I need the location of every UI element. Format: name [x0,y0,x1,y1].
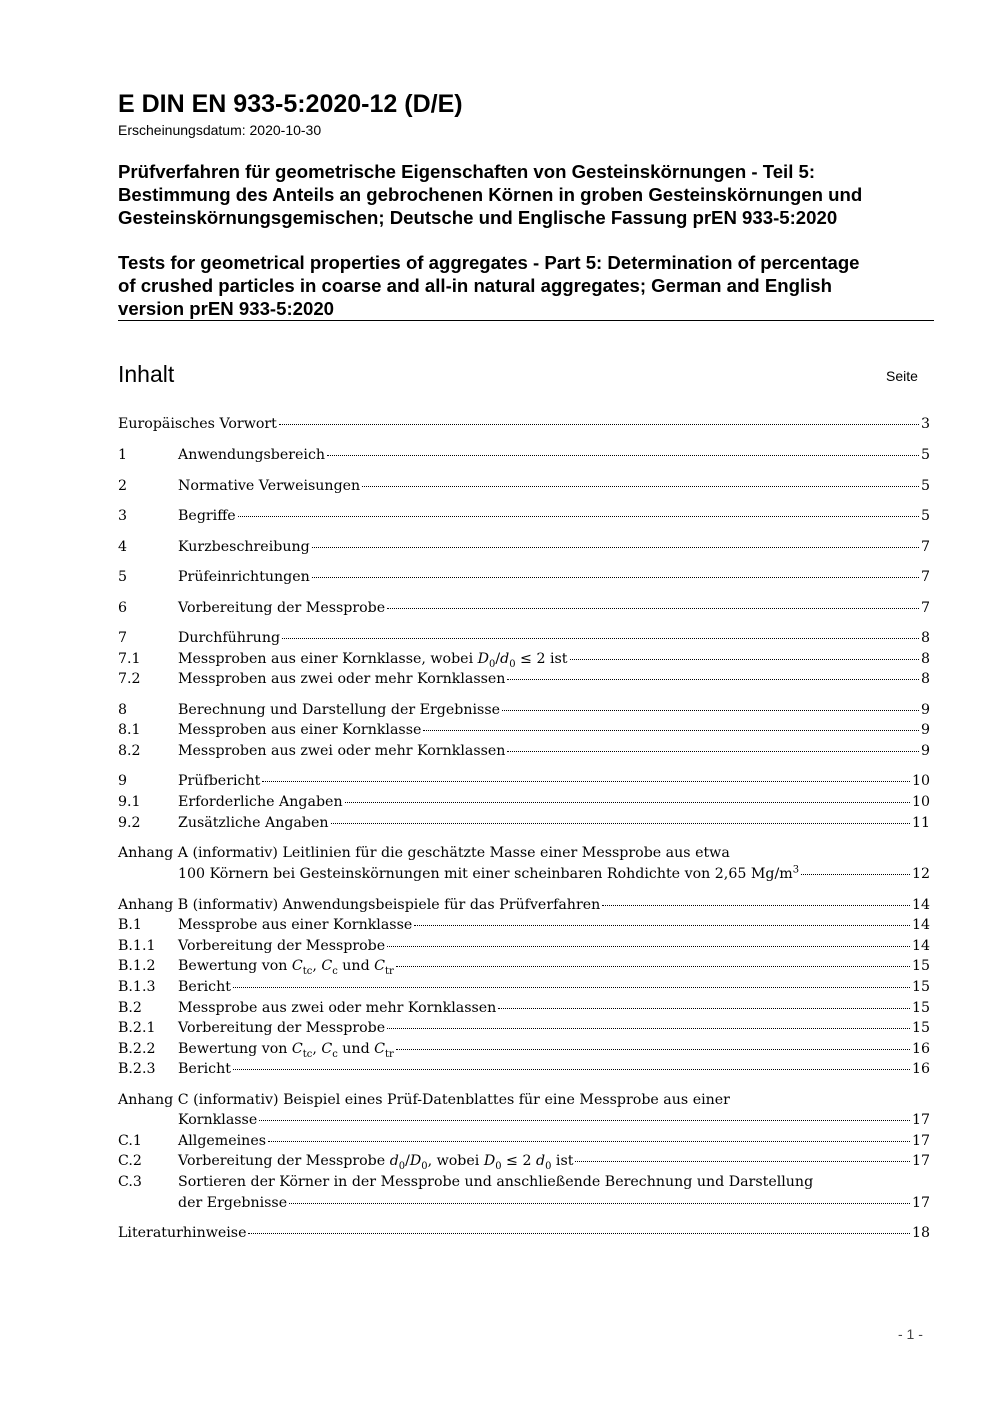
toc-page-number: 9 [920,722,930,738]
toc-entry-number: 7.2 [118,671,141,687]
document-id: E DIN EN 933-5:2020-12 (D/E) [118,90,463,118]
math-symbol: C [291,958,303,974]
toc-entry-b-1-3[interactable] [118,979,930,999]
toc-leader-dots [312,547,919,548]
toc-page-number: 15 [911,958,930,974]
toc-entry-number: B.1 [118,917,142,933]
toc-entry-b-1-2[interactable] [118,958,930,978]
toc-entry-text: Messprobe aus einer Kornklasse [178,917,413,933]
math-subscript: tr [385,965,394,977]
toc-entry-number: 2 [118,478,128,494]
toc-entry-number: C.2 [118,1153,142,1169]
toc-page-number: 5 [920,478,930,494]
toc-entry-number: 1 [118,447,128,463]
toc-entry-b-1-1[interactable] [118,938,930,958]
toc-page-number: 7 [920,600,930,616]
title-english-line: of crushed particles in coarse and all-in natural aggregates; German and English [118,275,832,296]
toc-entry-text: Bericht [178,1061,231,1077]
toc-entry-text: Anhang C (informativ) Beispiel eines Prüf-Datenblattes für eine Messprobe aus einer [118,1092,730,1108]
math-subscript: 0 [509,658,516,670]
toc-entry-3[interactable] [118,508,930,528]
publication-date: Erscheinungsdatum: 2020-10-30 [118,122,322,138]
toc-leader-dots [507,679,919,680]
toc-leader-dots [414,925,910,926]
math-symbol: C [321,958,333,974]
toc-page-column-label: Seite [886,368,918,384]
toc-entry-b-2-3[interactable] [118,1061,930,1081]
toc-entry-number: 7.1 [118,651,141,667]
toc-page-number: 15 [911,1020,930,1036]
toc-page-number: 7 [920,569,930,585]
toc-page-number: 14 [911,897,930,913]
toc-entry-number: 9.1 [118,794,141,810]
math-symbol: d [535,1153,546,1169]
toc-entry-text: Prüfbericht [178,773,261,789]
math-symbol: d [500,651,510,667]
toc-entry-number: 9 [118,773,128,789]
toc-entry-9-1[interactable] [118,794,930,814]
toc-entry-text: Vorbereitung der Messprobe [178,600,386,616]
title-german-line: Prüfverfahren für geometrische Eigenschaften von Gesteinskörnungen - Teil 5: [118,161,816,182]
toc-page-number: 12 [911,866,930,882]
toc-entry-text: Literaturhinweise [118,1225,247,1241]
toc-entry-text: Vorbereitung der Messprobe [178,1020,386,1036]
toc-text-part: ist [551,1153,574,1169]
toc-leader-dots [498,1008,910,1009]
math-subscript: tc [302,965,313,977]
toc-leader-dots [238,516,919,517]
toc-entry-text: Anhang A (informativ) Leitlinien für die geschätzte Masse einer Messprobe aus etwa [118,845,730,861]
toc-leader-dots [312,577,919,578]
title-german-line: Gesteinskörnungsgemischen; Deutsche und Englische Fassung prEN 933-5:2020 [118,207,838,228]
math-subscript: 0 [398,1160,406,1172]
math-subscript: 0 [421,1160,428,1172]
math-subscript: 0 [489,658,496,670]
toc-entry-text [178,958,394,977]
toc-page-number: 8 [920,651,930,667]
math-symbol: C [291,1041,303,1057]
title-english-line: Tests for geometrical properties of aggregates - Part 5: Determination of percentage [118,252,860,273]
toc-page-number: 17 [911,1112,930,1128]
toc-entry-vorwort[interactable] [118,416,930,436]
toc-entry-number: C.3 [118,1174,142,1190]
math-symbol: d [389,1153,399,1169]
toc-leader-dots [233,1069,910,1070]
toc-text-part: , wobei [427,1153,484,1169]
toc-entry-text: Messproben aus einer Kornklasse [178,722,422,738]
toc-entry-text [178,651,568,670]
toc-entry-b-2-1[interactable] [118,1020,930,1040]
toc-entry-b-1[interactable] [118,917,930,937]
toc-text-part: ≤ 2 ist [515,651,568,667]
toc-entry-number: B.1.2 [118,958,156,974]
toc-page-number: 5 [920,447,930,463]
toc-text-part: ≤ 2 [501,1153,536,1169]
toc-entry-4[interactable] [118,539,930,559]
toc-entry-text: Messproben aus zwei oder mehr Kornklassen [178,671,506,687]
toc-heading: Inhalt [118,361,175,387]
toc-leader-dots [362,486,919,487]
toc-page-number: 10 [911,773,930,789]
toc-leader-dots [331,823,910,824]
math-subscript: 0 [495,1160,502,1172]
toc-entry-text [178,1041,394,1060]
toc-entry-number: B.1.1 [118,938,156,954]
toc-entry-8-2[interactable] [118,743,930,763]
toc-entry-2[interactable] [118,478,930,498]
toc-page-number: 8 [920,671,930,687]
toc-entry-text: Anwendungsbereich [178,447,326,463]
toc-entry-number: B.2 [118,1000,142,1016]
math-symbol: C [374,958,386,974]
toc-entry-text: Prüfeinrichtungen [178,569,310,585]
title-german-line: Bestimmung des Anteils an gebrochenen Körnen in groben Gesteinskörnungen und [118,184,863,205]
toc-entry-number: 9.2 [118,815,141,831]
toc-leader-dots [233,987,910,988]
toc-entry-annex-a[interactable] [118,845,930,865]
toc-page-number: 16 [911,1061,930,1077]
toc-entry-number: 8.1 [118,722,141,738]
toc-page-number: 9 [920,702,930,718]
toc-leader-dots [268,1141,910,1142]
toc-leader-dots [502,710,919,711]
toc-page-number: 15 [911,1000,930,1016]
toc-leader-dots [279,424,919,425]
toc-leader-dots [801,874,910,875]
toc-text-part: und [337,1041,375,1057]
toc-entry-text: Europäisches Vorwort [118,416,277,432]
toc-entry-text: Begriffe [178,508,236,524]
toc-leader-dots [575,1161,910,1162]
toc-page-number: 17 [911,1195,930,1211]
toc-entry-annex-b[interactable] [118,897,930,917]
toc-entry-c-3-continuation[interactable] [178,1195,930,1215]
toc-leader-dots [396,966,910,967]
toc-entry-text: Messprobe aus zwei oder mehr Kornklassen [178,1000,497,1016]
toc-entry-text: Messproben aus zwei oder mehr Kornklassen [178,743,506,759]
toc-text-part: 100 Körnern bei Gesteinskörnungen mit einer scheinbaren Rohdichte von 2,65 Mg/m [178,866,793,882]
title-divider [118,320,934,321]
toc-entry-text: Durchführung [178,630,281,646]
toc-leader-dots [289,1203,910,1204]
toc-page-number: 9 [920,743,930,759]
toc-entry-c-2[interactable] [118,1153,930,1173]
toc-entry-text: Allgemeines [178,1133,266,1149]
toc-entry-number: 7 [118,630,128,646]
toc-text-part: , [312,1041,322,1057]
toc-entry-8[interactable] [118,702,930,722]
toc-entry-text: Zusätzliche Angaben [178,815,329,831]
toc-entry-c-3[interactable] [118,1174,930,1194]
toc-leader-dots [423,730,919,731]
page-number-footer: - 1 - [898,1326,923,1342]
toc-page-number: 10 [911,794,930,810]
toc-entry-text: Bericht [178,979,231,995]
toc-page-number: 7 [920,539,930,555]
math-superscript: 3 [792,864,800,876]
toc-entry-text: Kurzbeschreibung [178,539,310,555]
toc-leader-dots [282,638,919,639]
toc-entry-number: C.1 [118,1133,142,1149]
toc-entry-text: der Ergebnisse [178,1195,288,1211]
toc-entry-text [178,866,799,882]
math-subscript: tc [302,1048,313,1060]
toc-entry-annex-c[interactable] [118,1092,930,1112]
toc-entry-9[interactable] [118,773,930,793]
toc-entry-text: Kornklasse [178,1112,258,1128]
toc-entry-number: 3 [118,508,128,524]
toc-entry-1[interactable] [118,447,930,467]
toc-entry-number: B.2.2 [118,1041,156,1057]
title-english [118,251,948,320]
toc-entry-5[interactable] [118,569,930,589]
toc-entry-text: Erforderliche Angaben [178,794,343,810]
toc-entry-number: 5 [118,569,128,585]
toc-text-part: Bewertung von [178,958,292,974]
title-german [118,160,948,229]
toc-page-number: 16 [911,1041,930,1057]
toc-page-number: 17 [911,1153,930,1169]
toc-entry-number: B.1.3 [118,979,156,995]
math-subscript: 0 [545,1160,552,1172]
math-symbol: D [409,1153,422,1169]
toc-leader-dots [602,905,910,906]
toc-entry-b-2[interactable] [118,1000,930,1020]
toc-page-number: 11 [911,815,930,831]
toc-leader-dots [570,659,919,660]
math-subscript: c [332,965,338,977]
toc-leader-dots [327,455,919,456]
toc-leader-dots [507,751,919,752]
toc-entry-number: B.2.1 [118,1020,156,1036]
toc-page-number: 14 [911,917,930,933]
math-symbol: C [321,1041,333,1057]
toc-leader-dots [345,802,910,803]
toc-page-number: 5 [920,508,930,524]
toc-entry-number: 4 [118,539,128,555]
toc-page-number: 14 [911,938,930,954]
toc-entry-b-2-2[interactable] [118,1041,930,1061]
toc-entry-7[interactable] [118,630,930,650]
toc-leader-dots [387,1028,910,1029]
toc-entry-text [178,1153,574,1172]
toc-entry-number: 8.2 [118,743,141,759]
toc-leader-dots [387,946,910,947]
toc-entry-text: Anhang B (informativ) Anwendungsbeispiele für das Prüfverfahren [118,897,601,913]
toc-leader-dots [248,1233,909,1234]
math-symbol: D [483,1153,496,1169]
toc-entry-8-1[interactable] [118,722,930,742]
toc-text-part: und [337,958,375,974]
math-symbol: D [477,651,489,667]
toc-leader-dots [396,1049,910,1050]
toc-page-number: 18 [911,1225,930,1241]
toc-entry-7-1[interactable] [118,651,930,671]
toc-entry-9-2[interactable] [118,815,930,835]
toc-text-part: , [312,958,322,974]
toc-page-number: 17 [911,1133,930,1149]
toc-entry-annex-a-continuation[interactable] [178,866,930,886]
toc-page-number: 8 [920,630,930,646]
toc-entry-6[interactable] [118,600,930,620]
toc-entry-text: Sortieren der Körner in der Messprobe und anschließende Berechnung und Darstellung [178,1174,814,1190]
toc-entry-c-1[interactable] [118,1133,930,1153]
toc-entry-text: Berechnung und Darstellung der Ergebnisse [178,702,500,718]
toc-entry-text: Normative Verweisungen [178,478,361,494]
toc-page-number: 15 [911,979,930,995]
toc-text-part: Vorbereitung der Messprobe [178,1153,390,1169]
toc-text-part: Bewertung von [178,1041,292,1057]
toc-text-part: Messproben aus einer Kornklasse, wobei [178,651,478,667]
toc-entry-number: 8 [118,702,128,718]
math-subscript: tr [385,1048,394,1060]
toc-entry-7-2[interactable] [118,671,930,691]
math-symbol: / [405,1153,410,1169]
toc-leader-dots [262,781,910,782]
toc-page-number: 3 [920,416,930,432]
toc-entry-text: Vorbereitung der Messprobe [178,938,386,954]
toc-entry-annex-c-continuation[interactable] [178,1112,930,1132]
toc-entry-number: 6 [118,600,128,616]
math-subscript: c [332,1048,338,1060]
math-symbol: / [495,651,501,667]
title-english-line: version prEN 933-5:2020 [118,298,335,319]
toc-entry-number: B.2.3 [118,1061,156,1077]
toc-leader-dots [259,1120,910,1121]
math-symbol: C [374,1041,386,1057]
toc-leader-dots [387,608,919,609]
toc-entry-literatur[interactable] [118,1225,930,1245]
